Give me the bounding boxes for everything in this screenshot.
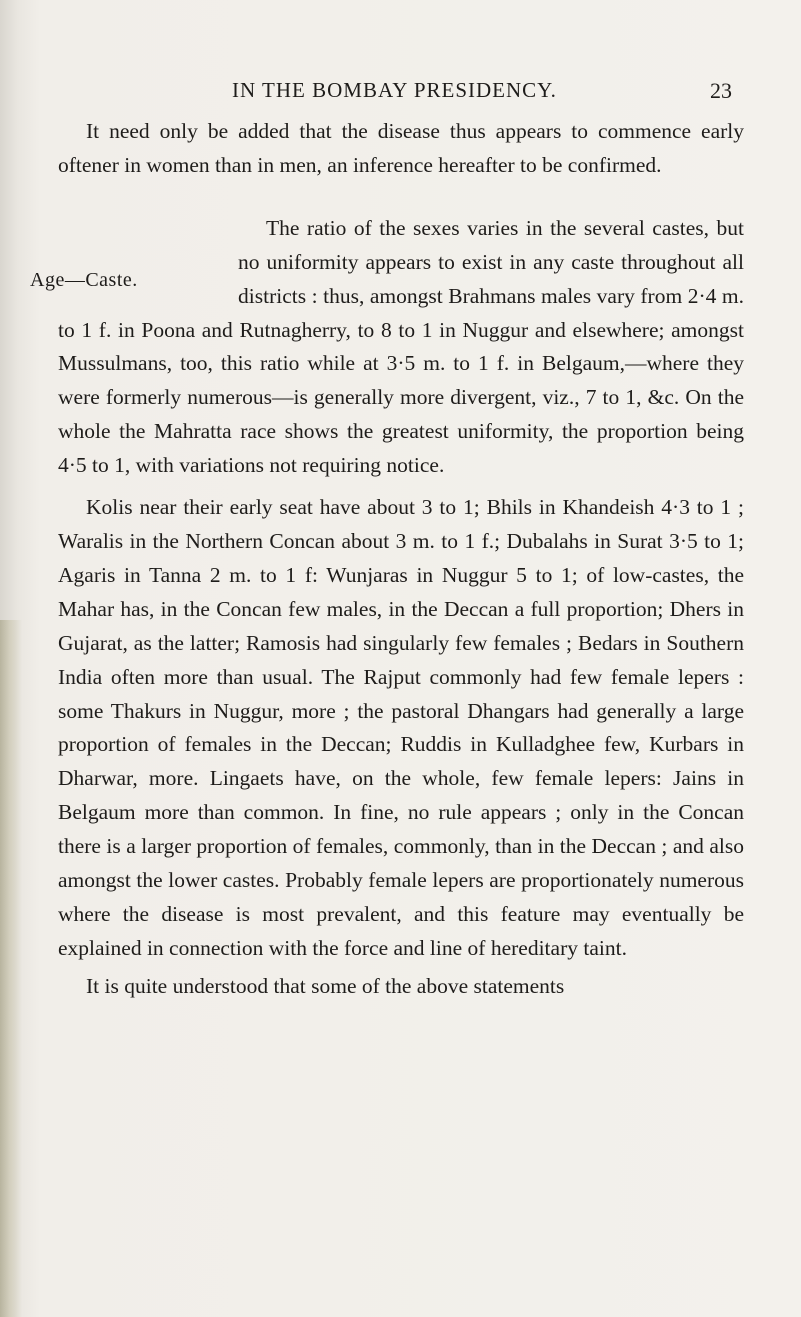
paragraph-3: Kolis near their early seat have about 3 to 1; Bhils in Khandeish 4·3 to 1 ; Waralis in the Northern Concan about 3 m. to 1 f.; Dubalahs in Surat 3·5 to 1; Agaris in Tanna 2 m. to 1 f: Wunjaras in Nuggur 5 to 1; of low-castes, the Mahar has, in the Concan few males, in the Deccan a full proportion; Dhers in Gujarat, as the latter; Ramosis had singularly few females ; Bedars in Southern India often more than usual. The Rajput commonly had few female lepers : some Thakurs in Nuggur, more ; the pastoral Dhangars had generally a large proportion of females in the Deccan; Ruddis in Kulladghee few, Kurbars in Dharwar, more. Lingaets have, on the whole, few female lepers: Jains in Belgaum more than common. In fine, no rule appears ; only in the Concan there is a larger proportion of females, commonly, than in the Deccan ; and also amongst the lower castes. Probably female lepers are proportionately numerous where the disease is most prevalent, and this feature may eventually be explained in connection with the force and line of hereditary taint. [58, 495, 744, 960]
page-edge-shadow [0, 620, 22, 1317]
body-text [30, 115, 744, 1004]
paragraph-4: It is quite understood that some of the above statements [86, 973, 565, 998]
running-head: IN THE BOMBAY PRESIDENCY. [232, 78, 557, 102]
paragraph-2 [30, 212, 744, 483]
paragraph-1: It need only be added that the disease thus appears to commence early oftener in women than in men, an inference hereafter to be confirmed. [58, 119, 744, 177]
paragraph-2-text: The ratio of the sexes varies in the several castes, but no uniformity appears to exist in any caste throughout all districts : thus, amongst Brahmans males vary from 2·4 m. to 1 f. in Poona and Rutnagherry, to 8 to 1 in Nuggur and elsewhere; amongst Mussulmans, too, this ratio while at 3·5 m. to 1 f. in Belgaum,—where they were formerly numerous—is generally more divergent, viz., 7 to 1, &c. On the whole the Mahratta race shows the greatest uniformity, the proportion being 4·5 to 1, with variations not requiring notice. [58, 215, 744, 478]
page-header [0, 78, 801, 108]
page-number: 23 [710, 78, 732, 103]
margin-note-age-caste: Age—Caste. [30, 268, 138, 291]
